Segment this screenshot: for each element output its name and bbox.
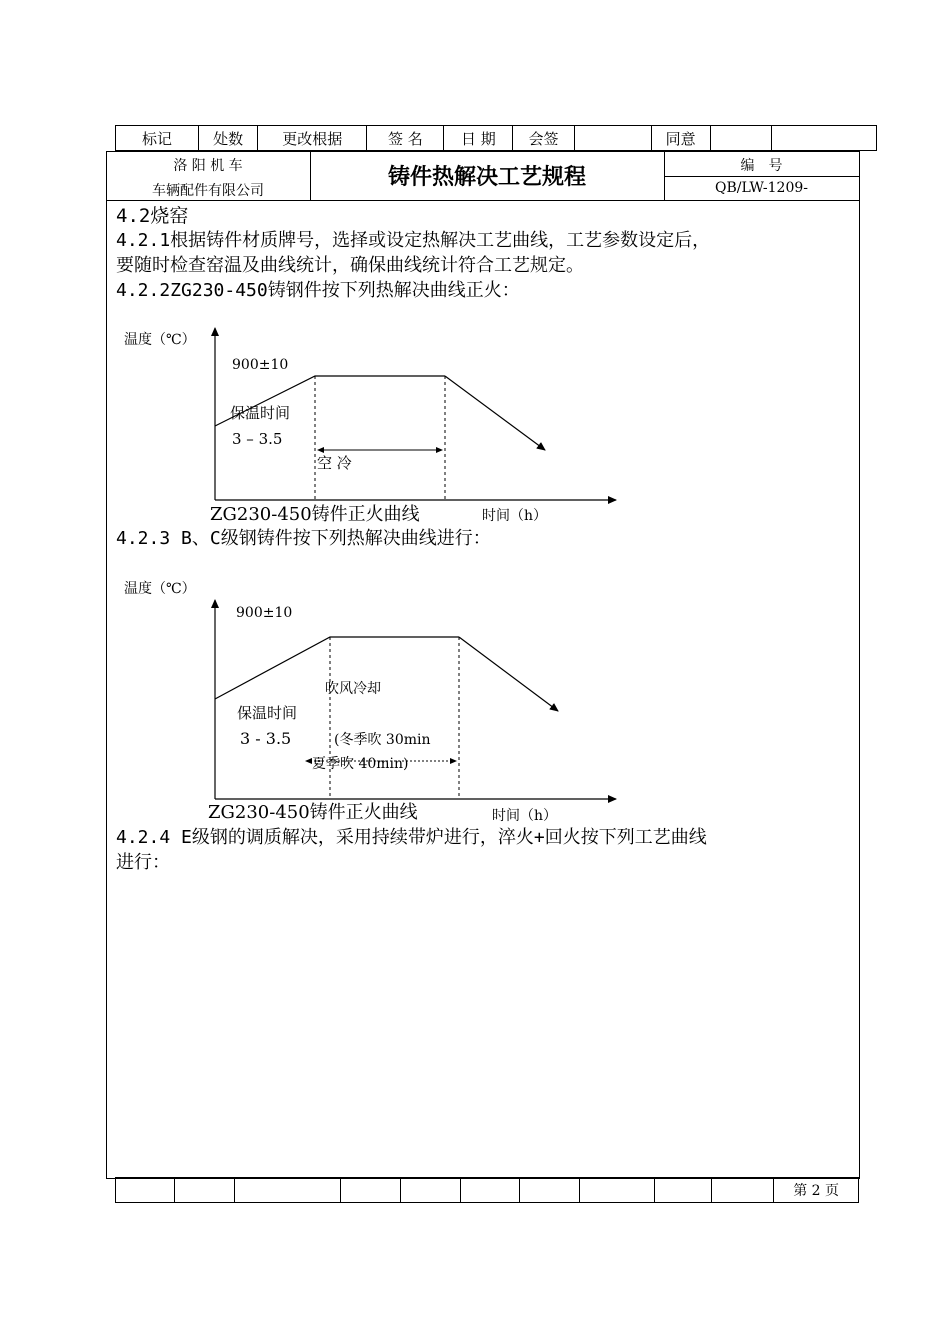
rev-col-mark: 标记 (116, 126, 199, 151)
footer-cell (711, 1178, 774, 1203)
footer-cell (460, 1178, 520, 1203)
paragraph-423: 4.2.3 B、C级钢铸件按下列热解决曲线进行： (116, 528, 491, 549)
revision-header-table (115, 125, 877, 151)
footer-cell (400, 1178, 460, 1203)
normalizing-curve-chart-2 (110, 570, 650, 830)
rev-col-date: 日 期 (444, 126, 513, 151)
chart2-caption: ZG230-450铸件正火曲线 (208, 802, 418, 823)
rev-col-sign: 签 名 (367, 126, 444, 151)
footer-cell (580, 1178, 655, 1203)
chart1-hold-label: 保温时间 (230, 404, 291, 422)
footer-cell (341, 1178, 401, 1203)
rev-col-basis: 更改根据 (258, 126, 367, 151)
chart1-xlabel: 时间（h） (482, 508, 548, 524)
chart1-caption: ZG230-450铸件正火曲线 (210, 504, 420, 525)
footer-cell (234, 1178, 341, 1203)
paragraph-422: 4.2.2ZG230-450铸钢件按下列热解决曲线正火： (116, 280, 520, 301)
paragraph-424-line2: 进行： (116, 852, 170, 873)
chart2-cool-label: 吹风冷却 (325, 681, 381, 697)
chart1-ylabel: 温度（℃） (124, 332, 196, 348)
footer-cell (654, 1178, 711, 1203)
document-title: 铸件热解决工艺规程 (387, 165, 586, 190)
rev-col-countersign: 会签 (513, 126, 574, 151)
chart1-cool-label: 空 冷 (317, 454, 352, 472)
footer-cell (520, 1178, 580, 1203)
section-heading: 4.2烧窑 (116, 205, 189, 227)
chart2-ylabel: 温度（℃） (124, 581, 196, 597)
paragraph-421-line1: 4.2.1根据铸件材质牌号，选择或设定热解决工艺曲线，工艺参数设定后， (116, 230, 711, 251)
chart1-hold-value: 3 – 3.5 (232, 430, 283, 448)
number-label: 编 号 (740, 158, 783, 174)
page-number: 第 2 页 (774, 1178, 859, 1203)
paragraph-424-line1: 4.2.4 E级钢的调质解决，采用持续带炉进行，淬火+回火按下列工艺曲线 (116, 827, 707, 848)
rev-col-empty2 (710, 126, 771, 151)
rev-col-empty3 (771, 126, 876, 151)
chart1-temp-label: 900±10 (232, 357, 289, 373)
normalizing-curve-chart-1 (110, 320, 650, 530)
chart2-note-summer: 夏季吹 40min) (312, 756, 409, 772)
chart2-xlabel: 时间（h） (492, 808, 558, 824)
chart2-temp-label: 900±10 (236, 605, 293, 621)
footer-cell (174, 1178, 234, 1203)
chart2-note-winter: (冬季吹 30min (334, 732, 431, 748)
title-block-number-split (664, 176, 859, 177)
company-name-line2: 车辆配件有限公司 (152, 183, 264, 199)
footer-table (115, 1177, 859, 1203)
rev-col-approve: 同意 (651, 126, 710, 151)
rev-col-count: 处数 (199, 126, 258, 151)
number-value: QB/LW-1209- (714, 180, 809, 196)
rev-col-empty1 (574, 126, 651, 151)
chart2-hold-label: 保温时间 (237, 704, 298, 722)
paragraph-421-line2: 要随时检查窑温及曲线统计，确保曲线统计符合工艺规定。 (116, 255, 584, 276)
chart1-cool-line (445, 376, 545, 450)
footer-cell (116, 1178, 175, 1203)
company-name-line1: 洛 阳 机 车 (173, 158, 243, 174)
chart2-cool-line (459, 637, 558, 711)
chart2-hold-value: 3 - 3.5 (240, 729, 292, 748)
title-block-bottom (106, 200, 859, 201)
